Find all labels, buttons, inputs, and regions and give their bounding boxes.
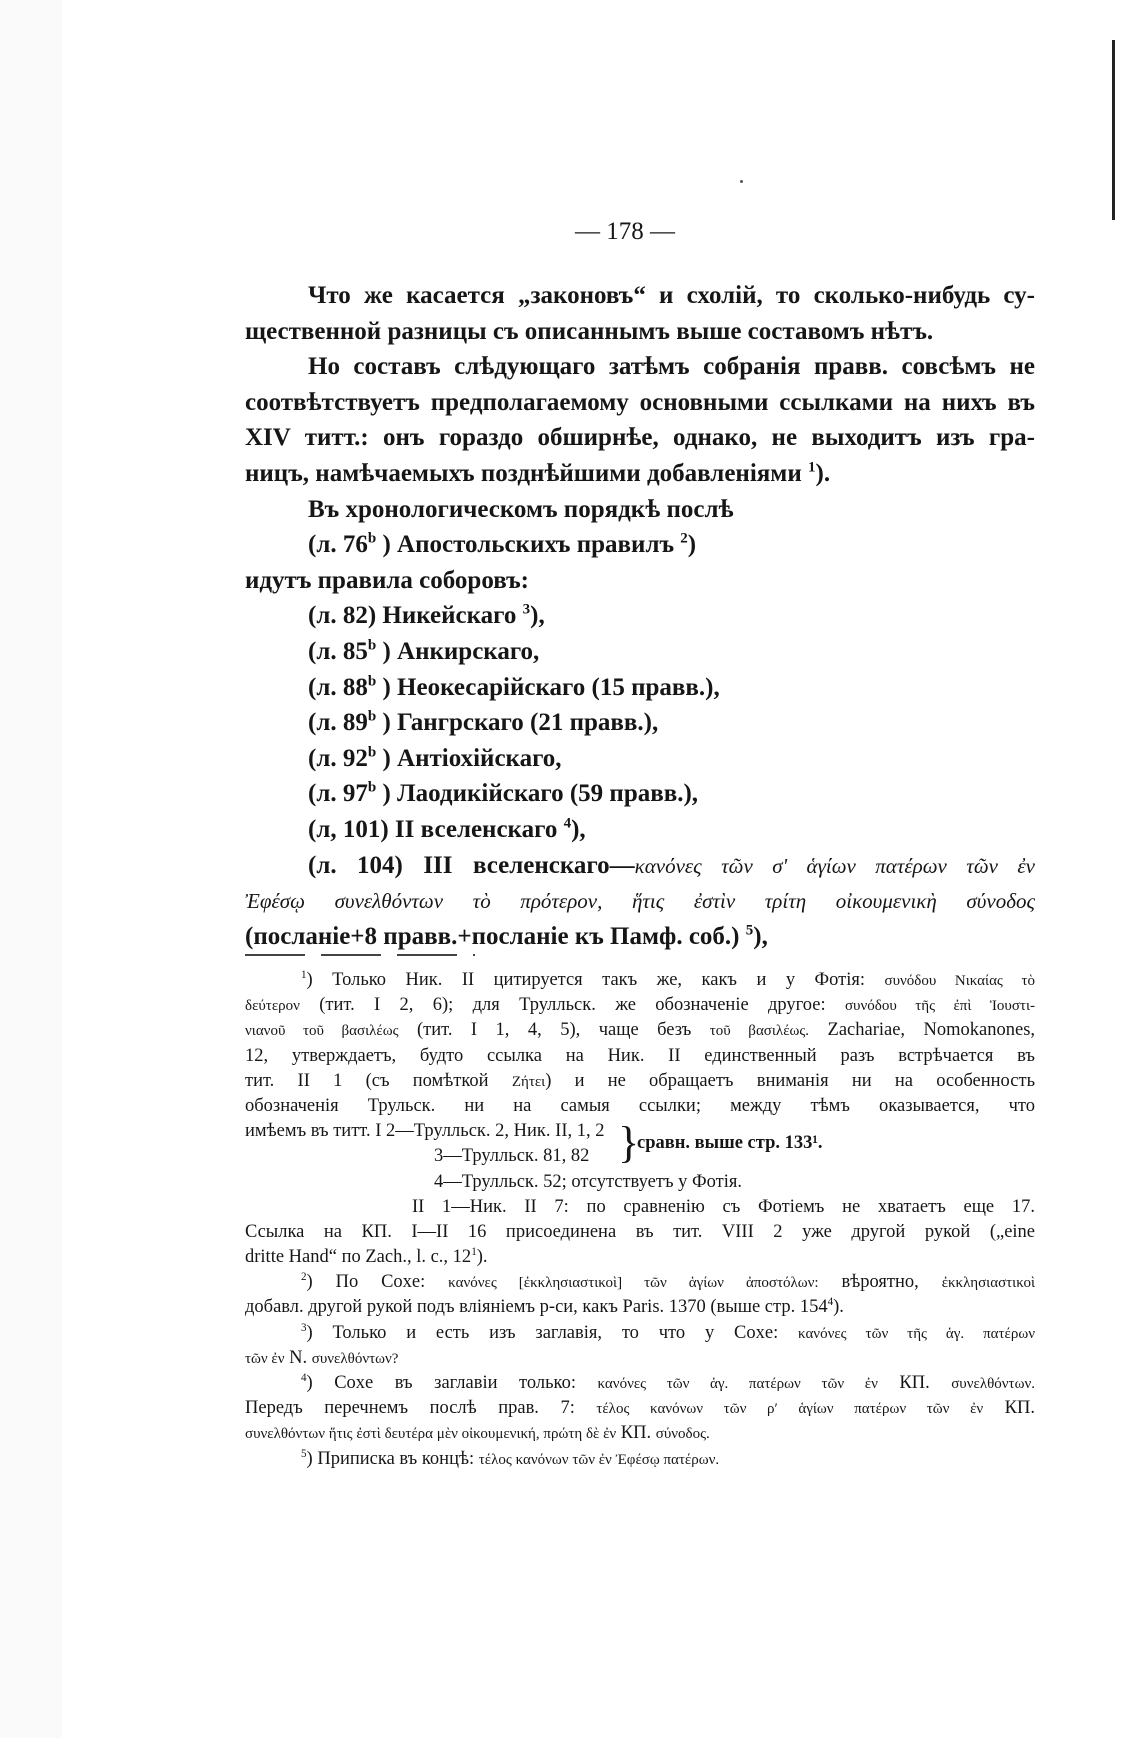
text-segment: обозначенія Трульск. ни на самыя ссылки; между тѣмъ оказывается, что xyxy=(245,1095,1035,1116)
text-segment: КП. xyxy=(983,1398,1036,1419)
footnote-line xyxy=(245,1346,1035,1371)
text-segment: (л. 88 xyxy=(308,673,368,701)
footnote-marker: 3 xyxy=(301,1321,307,1334)
footnote-line xyxy=(245,1018,1035,1043)
text-line xyxy=(245,456,1035,492)
text-segment: ) xyxy=(687,531,697,559)
footnote-marker: 5 xyxy=(301,1447,307,1460)
text-segment: вѣроятно, xyxy=(818,1272,942,1293)
text-segment: ) Неокесарійскаго (15 правв.), xyxy=(376,673,720,701)
text-segment: Но составъ слѣдующаго затѣмъ собранія правв. совсѣмъ не xyxy=(308,353,1035,381)
footnote-line xyxy=(245,1245,1035,1270)
greek-text: κανόνες τῶν τῆς ἁγ. πατέρων xyxy=(798,1325,1035,1342)
brace-note: сравн. выше стр. 133¹. xyxy=(637,1133,823,1154)
greek-text: δεύτερον xyxy=(245,998,300,1015)
text-segment: (л. 85 xyxy=(308,637,368,665)
text-segment: тит. II 1 (съ помѣткой xyxy=(245,1070,512,1091)
text-line xyxy=(245,776,1035,812)
footnote-line xyxy=(245,968,1035,993)
greek-text: τοῦ βασιλέως. xyxy=(709,1023,810,1040)
scan-margin xyxy=(0,0,62,1738)
text-line xyxy=(245,741,1035,777)
text-segment: КП. xyxy=(877,1373,952,1393)
text-line xyxy=(245,705,1035,741)
text-segment: (л. 92 xyxy=(308,744,368,772)
text-line xyxy=(245,919,1035,955)
text-line xyxy=(245,598,1035,634)
footnote-line xyxy=(245,1044,1035,1069)
footnote-line xyxy=(245,1220,1035,1245)
text-segment: Что же касается „законовъ“ и схолій, то сколько-нибудь су- xyxy=(308,282,1035,309)
text-segment: XIV титт.: онъ гораздо обширнѣе, однако, не выходитъ изъ гра- xyxy=(245,424,1035,452)
footnote-marker: 4 xyxy=(563,815,572,832)
greek-text: συνελθόντων ἥτις ἐστὶ δευτέρα μὲν οἰκουμενική, πρώτη δὲ ἐν xyxy=(245,1426,617,1443)
text-segment: II 1—Ник. II 7: по сравненію съ Фотіемъ не хватаетъ еще 17. xyxy=(412,1196,1035,1217)
greek-text: τῶν ἐν xyxy=(245,1350,285,1367)
greek-text: ἐκκλησιαστικοὶ xyxy=(941,1275,1035,1292)
text-segment: ), xyxy=(530,602,545,630)
text-segment: N. xyxy=(284,1347,312,1368)
text-segment: (тит. I 2, 6); для Трулльск. же обозначеніе другое: xyxy=(299,995,845,1016)
text-segment: 12, утверждаетъ, будто ссылка на Ник. II единственный разъ встрѣчается въ xyxy=(245,1045,1035,1066)
greek-text: κανόνες τῶν ἁγ. πατέρων τῶν ἐν xyxy=(597,1376,878,1392)
text-segment: 4—Трулльск. 52; отсутствуетъ у Фотія. xyxy=(434,1171,742,1192)
text-segment: ). xyxy=(476,1247,488,1268)
text-line xyxy=(245,563,1035,599)
greek-text: τέλος κανόνων τῶν ἐν Ἐφέσῳ πατέρων. xyxy=(478,1451,720,1468)
footnote-line xyxy=(245,1144,1035,1169)
text-segment: ) и не обращаетъ вниманія ни на особенность xyxy=(545,1070,1036,1091)
text-line xyxy=(245,492,1035,528)
footnote-marker: 4 xyxy=(301,1371,307,1384)
footnote-marker: 4 xyxy=(827,1296,834,1309)
greek-text: συνόδου Νικαίας τὸ xyxy=(884,973,1035,989)
footnote-line xyxy=(245,1371,1035,1396)
text-line xyxy=(245,278,1035,314)
footnote-marker: 1 xyxy=(301,968,307,981)
footnote-marker: b xyxy=(367,673,377,690)
greek-text: νιανοῦ τοῦ βασιλέως xyxy=(245,1023,399,1040)
text-line xyxy=(245,670,1035,706)
main-text xyxy=(245,278,1035,954)
greek-text: τέλος κανόνων τῶν ρʹ ἁγίων πατέρων τῶν ἐν xyxy=(596,1401,984,1418)
text-segment: ) Анкирскаго, xyxy=(376,637,540,665)
text-segment: ) Апостольскихъ правилъ xyxy=(376,531,681,559)
footnote-line xyxy=(245,1421,1035,1446)
text-segment: имѣемъ въ титт. I 2—Трулльск. 2, Ник. II, 1, 2 xyxy=(245,1121,605,1142)
text-line xyxy=(245,812,1035,848)
footnotes xyxy=(245,968,1035,1472)
footnote-separator xyxy=(245,954,475,956)
text-segment: добавл. другой рукой подъ вліяніемъ р-си, какъ Paris. 1370 (выше стр. 154 xyxy=(245,1297,828,1318)
text-segment: ) Антіохійскаго, xyxy=(376,744,562,772)
greek-text: συνελθόντων? xyxy=(311,1350,399,1367)
footnote-marker: b xyxy=(367,779,377,796)
page-number: — 178 — xyxy=(575,218,675,245)
footnote-line xyxy=(245,1270,1035,1295)
text-segment: ницъ, намѣчаемыхъ позднѣйшими добавленіями xyxy=(245,459,808,487)
text-line xyxy=(245,420,1035,456)
text-segment: ) По Coxe: xyxy=(306,1272,449,1293)
footnote-marker: 1 xyxy=(471,1245,477,1258)
text-segment: соотвѣтствуетъ предполагаемому основными ссылками на нихъ въ xyxy=(245,388,1035,416)
text-segment: ), xyxy=(753,922,768,950)
text-segment: ) Лаодикійскаго (59 правв.), xyxy=(376,780,699,808)
footnote-marker: 2 xyxy=(680,530,688,547)
text-segment: (тит. I 1, 4, 5), чаще безъ xyxy=(398,1020,710,1041)
footnote-line xyxy=(245,1069,1035,1094)
scan-speck xyxy=(740,180,743,183)
text-segment: (л. 76 xyxy=(308,531,368,559)
text-line xyxy=(245,848,1035,884)
footnote-marker: 2 xyxy=(301,1271,307,1284)
greek-text: κανόνες τῶν σʹ ἁγίων πατέρων τῶν ἐν xyxy=(634,853,1036,878)
footnote-line xyxy=(245,1295,1035,1320)
footnote-line xyxy=(245,1396,1035,1421)
text-segment: Передъ перечнемъ послѣ прав. 7: xyxy=(245,1398,597,1419)
text-segment: Zachariae, Nomokanones, xyxy=(809,1020,1036,1041)
text-segment: идутъ правила соборовъ: xyxy=(245,566,529,594)
footnote-line xyxy=(245,1094,1035,1119)
text-segment: ) Приписка въ концѣ: xyxy=(306,1448,479,1469)
footnote-marker: b xyxy=(367,530,377,547)
greek-text: Ἐφέσῳ συνελθόντων τὸ πρότερον, ἥτις ἐστὶν τρίτη οἰκουμενικὴ σύνοδος xyxy=(245,889,1035,914)
text-segment: ) Только Ник. II цитируется такъ же, какъ и у Фотія: xyxy=(306,970,885,990)
text-segment: (л. 97 xyxy=(308,780,368,808)
text-segment: 3—Трулльск. 81, 82 xyxy=(434,1146,590,1167)
greek-text: συνόδου τῆς ἐπὶ Ἰουστι- xyxy=(844,998,1035,1015)
text-line xyxy=(245,527,1035,563)
text-line xyxy=(245,349,1035,385)
footnote-line xyxy=(245,1170,1035,1195)
page-edge-line xyxy=(1112,40,1115,220)
text-line xyxy=(245,385,1035,421)
footnote-marker: b xyxy=(367,637,377,654)
greek-text: κανόνες [ἐκκλησιαστικοὶ] τῶν ἁγίων ἀποστόλων: xyxy=(448,1275,819,1292)
text-segment: Въ хронологическомъ порядкѣ послѣ xyxy=(308,495,734,523)
text-segment: ) Coxe въ заглавіи только: xyxy=(306,1373,598,1393)
text-segment: ), xyxy=(571,815,586,843)
text-line xyxy=(245,634,1035,670)
footnote-marker: b xyxy=(367,744,377,761)
footnote-line xyxy=(245,993,1035,1018)
footnote-marker: 5 xyxy=(745,922,754,939)
text-segment: щественной разницы съ описаннымъ выше составомъ нѣтъ. xyxy=(245,317,934,345)
text-segment: (л, 101) II вселенскаго xyxy=(308,815,564,843)
text-segment: ). xyxy=(815,459,831,487)
text-segment: Ссылка на КП. I—II 16 присоединена въ тит. VIII 2 уже другой рукой („eine xyxy=(245,1221,1035,1242)
footnote-marker: 1 xyxy=(808,459,816,476)
text-line xyxy=(245,314,1035,350)
footnote-marker: b xyxy=(367,708,377,725)
text-segment: КП. xyxy=(616,1423,656,1444)
text-segment: (л. 89 xyxy=(308,709,368,737)
text-segment: ) Гангрскаго (21 правв.), xyxy=(376,709,659,737)
footnote-marker: 3 xyxy=(522,602,531,619)
footnote-line xyxy=(245,1321,1035,1346)
footnote-line xyxy=(245,1447,1035,1472)
brace-symbol: } xyxy=(618,1118,640,1168)
text-segment: ). xyxy=(833,1297,844,1318)
text-segment: (л. 104) III вселенскаго— xyxy=(308,851,635,879)
text-segment: ) Только и есть изъ заглавія, то что у Coxe: xyxy=(306,1322,799,1343)
text-segment: dritte Hand“ по Zach., l. c., 12 xyxy=(245,1247,472,1268)
footnote-line xyxy=(245,1195,1035,1220)
greek-text: συνελθόντων. xyxy=(951,1376,1035,1392)
greek-text: σύνοδος. xyxy=(655,1426,710,1443)
text-line xyxy=(245,883,1035,919)
text-segment: (л. 82) Никейскаго xyxy=(308,602,523,630)
text-segment: (посланіе+8 правв.+посланіе къ Памф. соб.) xyxy=(245,922,746,950)
greek-text: Ζήτει xyxy=(511,1073,546,1090)
